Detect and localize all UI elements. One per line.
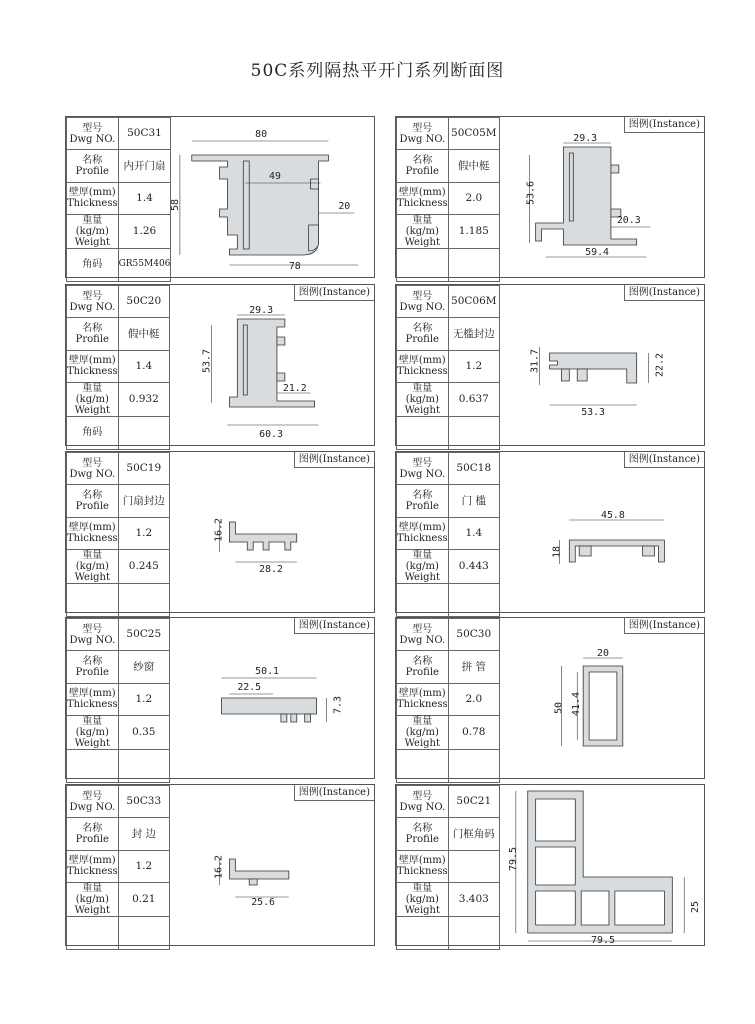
name-value: 内开门扇 [118, 150, 171, 182]
dwg-value: 50C33 [118, 786, 169, 818]
thickness-label: 壁厚(mm) Thickness [397, 683, 449, 715]
thickness-label: 壁厚(mm) Thickness [397, 850, 449, 882]
name-label: 名称 Profile [67, 485, 119, 517]
name-value: 假中梃 [448, 150, 499, 182]
name-label: 名称 Profile [67, 150, 119, 182]
weight-value: 1.185 [448, 215, 499, 249]
dwg-value: 50C05M [448, 118, 499, 150]
dwg-value: 50C06M [448, 286, 499, 318]
profile-section [561, 369, 569, 381]
thickness-value: 2.0 [448, 683, 499, 715]
profile-section [615, 891, 665, 925]
dimension-label: 53.7 [201, 348, 213, 373]
spec-table [396, 785, 500, 950]
dimension-label: 29.3 [249, 304, 274, 317]
weight-label: 重量(kg/m) Weight [67, 550, 119, 584]
thickness-label: 壁厚(mm) Thickness [397, 350, 449, 382]
thickness-label: 壁厚(mm) Thickness [397, 182, 449, 214]
dimension-label: 22.2 [654, 352, 666, 377]
profile-card-50C19 [65, 451, 375, 613]
dimension-label: 7.3 [332, 695, 344, 714]
name-label: 名称 Profile [397, 485, 449, 517]
weight-label: 重量(kg/m) Weight [67, 716, 119, 750]
thickness-label: 壁厚(mm) Thickness [67, 850, 119, 882]
profile-section [579, 546, 591, 556]
profile-drawing [170, 452, 374, 612]
instance-badge: 图例(Instance) [294, 618, 374, 634]
thickness-value: 2.0 [448, 182, 499, 214]
dimension-label: 50.1 [255, 665, 279, 678]
dimension-label: 41.4 [571, 691, 583, 716]
profile-section [643, 546, 655, 556]
weight-value: 0.78 [448, 716, 499, 750]
thickness-value: 1.2 [118, 850, 169, 882]
dimension-label: 25.6 [251, 896, 276, 909]
name-label: 名称 Profile [67, 651, 119, 683]
profile-section [277, 373, 285, 381]
dwg-label: 型号 Dwg NO. [67, 286, 119, 318]
corner-label [67, 917, 119, 949]
dimension-label: 20.3 [616, 214, 641, 227]
thickness-value: 1.4 [118, 350, 169, 382]
dimension-label: 20 [338, 200, 351, 213]
profile-section [229, 522, 296, 550]
spec-table [66, 452, 170, 617]
weight-label: 重量(kg/m) Weight [67, 883, 119, 917]
weight-value: 0.443 [448, 550, 499, 584]
corner-value [448, 917, 499, 949]
corner-value [448, 584, 499, 616]
weight-label: 重量(kg/m) Weight [397, 716, 449, 750]
profile-drawing [170, 618, 374, 778]
weight-label: 重量(kg/m) Weight [397, 883, 449, 917]
profile-section [243, 161, 249, 249]
weight-value: 0.932 [118, 383, 169, 417]
name-label: 名称 Profile [397, 318, 449, 350]
corner-label [67, 584, 119, 616]
corner-label: 角码 [67, 417, 119, 449]
dimension-label: 49 [269, 170, 281, 183]
dimension-label: 53.3 [581, 406, 606, 419]
name-value: 假中梃 [118, 318, 169, 350]
profile-drawing [500, 785, 704, 945]
profile-card-50C31 [65, 116, 375, 278]
corner-label [397, 417, 449, 449]
profile-drawing [170, 117, 374, 277]
thickness-value: 1.2 [118, 517, 169, 549]
profile-card-50C20 [65, 284, 375, 446]
weight-value: 0.21 [118, 883, 169, 917]
profile-drawing [500, 618, 704, 778]
dimension-label: 29.3 [573, 132, 598, 145]
profile-section [569, 153, 573, 221]
corner-value [118, 750, 169, 782]
corner-label [397, 750, 449, 782]
profile-section [229, 859, 288, 879]
profile-drawing [170, 285, 374, 445]
dimension-label: 50 [553, 701, 565, 714]
profile-section [192, 155, 329, 255]
profile-section [249, 879, 257, 885]
profile-card-50C18 [395, 451, 705, 613]
dimension-label: 31.7 [529, 348, 541, 373]
dimension-label: 22.5 [237, 681, 262, 694]
dimension-label: 58 [170, 198, 181, 211]
thickness-value [448, 850, 499, 882]
spec-table [396, 117, 500, 282]
corner-label [67, 750, 119, 782]
dimension-label: 53.6 [525, 180, 537, 205]
dwg-label: 型号 Dwg NO. [397, 286, 449, 318]
corner-value [448, 417, 499, 449]
dimension-label: 20 [597, 647, 609, 660]
dwg-value: 50C18 [448, 453, 499, 485]
dimension-label: 16.2 [213, 517, 225, 542]
name-value: 封 边 [118, 818, 169, 850]
spec-table [396, 285, 500, 450]
instance-badge: 图例(Instance) [624, 452, 704, 468]
weight-label: 重量(kg/m) Weight [67, 383, 119, 417]
dwg-value: 50C20 [118, 286, 169, 318]
profile-drawing [170, 785, 374, 945]
profile-section [221, 698, 316, 714]
weight-value: 0.637 [448, 383, 499, 417]
dimension-label: 60.3 [259, 428, 283, 441]
profile-section [577, 369, 587, 381]
thickness-value: 1.4 [448, 517, 499, 549]
profile-section [281, 714, 287, 722]
profile-section [309, 225, 319, 251]
corner-value [118, 417, 169, 449]
name-label: 名称 Profile [397, 150, 449, 182]
profile-section [611, 165, 619, 173]
instance-badge: 图例(Instance) [624, 285, 704, 301]
instance-badge: 图例(Instance) [294, 452, 374, 468]
profile-section [536, 799, 576, 841]
weight-label: 重量(kg/m) Weight [397, 550, 449, 584]
instance-badge: 图例(Instance) [294, 785, 374, 801]
profile-drawing [500, 117, 704, 277]
profile-section [277, 337, 285, 345]
dimension-label: 18 [551, 545, 563, 558]
profile-section [536, 147, 637, 245]
corner-label: 角码 [67, 249, 119, 281]
instance-badge: 图例(Instance) [624, 117, 704, 133]
spec-table [396, 618, 500, 783]
spec-table [66, 117, 171, 282]
corner-label [397, 917, 449, 949]
dimension-label: 16.2 [213, 854, 225, 879]
spec-table [396, 452, 500, 617]
thickness-label: 壁厚(mm) Thickness [67, 350, 119, 382]
dwg-label: 型号 Dwg NO. [397, 786, 449, 818]
instance-badge: 图例(Instance) [294, 285, 374, 301]
dimension-label: 78 [288, 260, 301, 273]
dimension-label: 45.8 [601, 509, 625, 522]
corner-value: GR55M406 [118, 249, 171, 281]
corner-value [118, 584, 169, 616]
weight-value: 1.26 [118, 215, 171, 249]
profile-section [291, 714, 297, 722]
dimension-label: 79.5 [591, 934, 615, 945]
name-label: 名称 Profile [397, 651, 449, 683]
name-label: 名称 Profile [67, 318, 119, 350]
dwg-value: 50C30 [448, 619, 499, 651]
profile-card-50C25 [65, 617, 375, 779]
spec-table [66, 618, 170, 783]
dwg-value: 50C19 [118, 453, 169, 485]
dimension-label: 59.4 [585, 246, 609, 259]
weight-label: 重量(kg/m) Weight [397, 383, 449, 417]
dwg-label: 型号 Dwg NO. [397, 453, 449, 485]
profile-section [311, 179, 319, 189]
profile-card-50C21 [395, 784, 705, 946]
dimension-label: 25 [690, 900, 702, 913]
dimension-label: 79.5 [507, 846, 519, 871]
dimension-label: 80 [255, 128, 268, 141]
corner-label [397, 584, 449, 616]
thickness-label: 壁厚(mm) Thickness [67, 182, 119, 214]
profile-section [536, 847, 576, 885]
profile-section [305, 714, 311, 722]
name-label: 名称 Profile [397, 818, 449, 850]
thickness-value: 1.2 [448, 350, 499, 382]
profile-card-50C33 [65, 784, 375, 946]
name-value: 无槛封边 [448, 318, 499, 350]
profile-drawing [500, 285, 704, 445]
profile-card-50C06M [395, 284, 705, 446]
dwg-value: 50C31 [118, 118, 171, 150]
dwg-label: 型号 Dwg NO. [397, 118, 449, 150]
name-value: 拼 管 [448, 651, 499, 683]
dwg-label: 型号 Dwg NO. [67, 453, 119, 485]
thickness-label: 壁厚(mm) Thickness [67, 683, 119, 715]
profile-card-50C30 [395, 617, 705, 779]
thickness-value: 1.2 [118, 683, 169, 715]
dwg-label: 型号 Dwg NO. [67, 786, 119, 818]
weight-label: 重量(kg/m) Weight [67, 215, 119, 249]
dwg-value: 50C21 [448, 786, 499, 818]
name-value: 纱窗 [118, 651, 169, 683]
name-value: 门 槛 [448, 485, 499, 517]
corner-value [448, 249, 499, 281]
profile-card-50C05M [395, 116, 705, 278]
weight-value: 0.245 [118, 550, 169, 584]
thickness-value: 1.4 [118, 182, 171, 214]
profile-section [589, 672, 617, 740]
profile-section [581, 891, 609, 925]
name-value: 门扇封边 [118, 485, 169, 517]
dimension-label: 21.2 [282, 382, 307, 395]
profile-section [536, 891, 576, 925]
corner-value [448, 750, 499, 782]
dwg-value: 50C25 [118, 619, 169, 651]
dwg-label: 型号 Dwg NO. [67, 619, 119, 651]
weight-label: 重量(kg/m) Weight [397, 215, 449, 249]
thickness-label: 壁厚(mm) Thickness [67, 517, 119, 549]
weight-value: 0.35 [118, 716, 169, 750]
name-value: 门框角码 [448, 818, 499, 850]
instance-badge: 图例(Instance) [624, 618, 704, 634]
spec-table [66, 285, 170, 450]
thickness-label: 壁厚(mm) Thickness [397, 517, 449, 549]
weight-value: 3.403 [448, 883, 499, 917]
dimension-label: 28.2 [259, 563, 283, 576]
profile-section [243, 325, 247, 395]
dwg-label: 型号 Dwg NO. [397, 619, 449, 651]
profile-drawing [500, 452, 704, 612]
dwg-label: 型号 Dwg NO. [67, 118, 119, 150]
corner-value [118, 917, 169, 949]
corner-label [397, 249, 449, 281]
spec-table [66, 785, 170, 950]
name-label: 名称 Profile [67, 818, 119, 850]
page-title: 50C系列隔热平开门系列断面图 [250, 61, 505, 81]
